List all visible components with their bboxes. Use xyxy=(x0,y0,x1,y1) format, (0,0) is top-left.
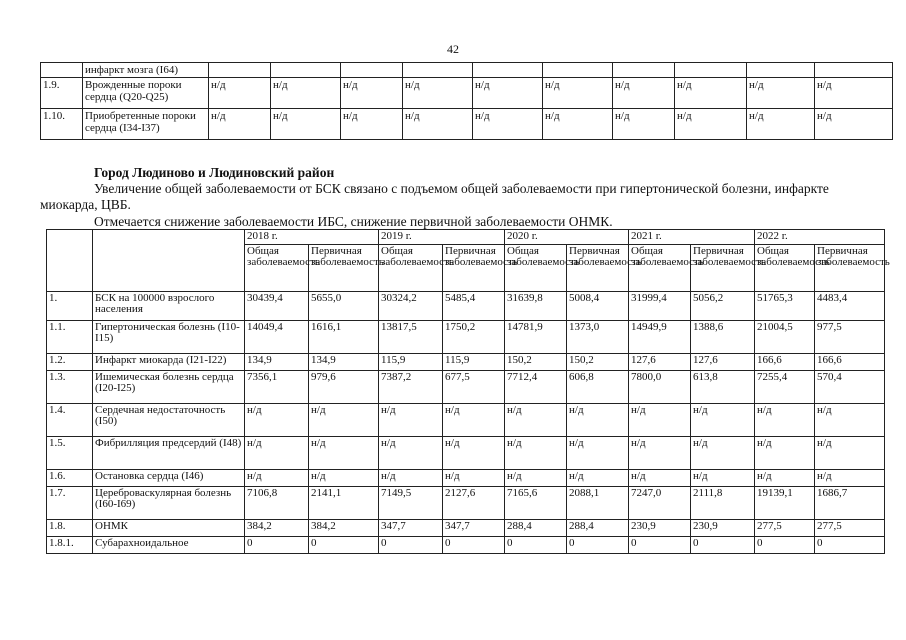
row-number-cell: 1.1. xyxy=(47,321,93,354)
value-cell: н/д xyxy=(403,109,473,140)
value-cell: н/д xyxy=(629,404,691,437)
row-name-cell: Остановка сердца (I46) xyxy=(93,470,245,487)
table-row xyxy=(47,404,885,437)
sub-header-primary: Первичная заболеваемость xyxy=(309,245,379,292)
value-cell: 150,2 xyxy=(567,354,629,371)
header-empty-num xyxy=(47,230,93,292)
value-cell: 0 xyxy=(815,537,885,554)
main-table xyxy=(46,229,890,554)
value-cell: 14949,9 xyxy=(629,321,691,354)
sub-header-primary: Первичная заболеваемость xyxy=(691,245,755,292)
value-cell xyxy=(815,63,893,78)
header-empty-name xyxy=(93,230,245,292)
row-number-cell: 1.3. xyxy=(47,371,93,404)
row-name-cell: ОНМК xyxy=(93,520,245,537)
value-cell: 1616,1 xyxy=(309,321,379,354)
row-number-cell xyxy=(41,63,83,78)
value-cell: 166,6 xyxy=(755,354,815,371)
table-row xyxy=(47,470,885,487)
value-cell: 1388,6 xyxy=(691,321,755,354)
value-cell: н/д xyxy=(505,437,567,470)
value-cell: 14781,9 xyxy=(505,321,567,354)
value-cell xyxy=(543,63,613,78)
value-cell: н/д xyxy=(309,404,379,437)
value-cell: 7165,6 xyxy=(505,487,567,520)
value-cell: н/д xyxy=(309,437,379,470)
value-cell: н/д xyxy=(443,437,505,470)
value-cell: 7149,5 xyxy=(379,487,443,520)
top-table xyxy=(40,62,893,140)
value-cell: 31999,4 xyxy=(629,292,691,321)
value-cell: н/д xyxy=(691,437,755,470)
value-cell: н/д xyxy=(245,437,309,470)
value-cell: н/д xyxy=(473,109,543,140)
value-cell: 134,9 xyxy=(245,354,309,371)
value-cell: н/д xyxy=(443,470,505,487)
year-header: 2022 г. xyxy=(755,230,885,245)
value-cell: н/д xyxy=(473,78,543,109)
row-name-cell: Инфаркт миокарда (I21-I22) xyxy=(93,354,245,371)
value-cell: н/д xyxy=(691,470,755,487)
row-name-cell: инфаркт мозга (I64) xyxy=(83,63,209,78)
value-cell: н/д xyxy=(209,78,271,109)
value-cell: 0 xyxy=(379,537,443,554)
value-cell: 0 xyxy=(629,537,691,554)
value-cell: н/д xyxy=(675,109,747,140)
value-cell: 570,4 xyxy=(815,371,885,404)
value-cell: 288,4 xyxy=(567,520,629,537)
value-cell: н/д xyxy=(613,78,675,109)
sub-header-primary: Первичная заболеваемость xyxy=(815,245,885,292)
value-cell: н/д xyxy=(815,437,885,470)
value-cell: 134,9 xyxy=(309,354,379,371)
value-cell: 347,7 xyxy=(443,520,505,537)
row-name-cell: Врожденные пороки сердца (Q20-Q25) xyxy=(83,78,209,109)
sub-header-primary: Первичная заболеваемость xyxy=(443,245,505,292)
value-cell: 979,6 xyxy=(309,371,379,404)
value-cell: н/д xyxy=(815,109,893,140)
value-cell: н/д xyxy=(543,109,613,140)
value-cell: н/д xyxy=(245,404,309,437)
value-cell: 2141,1 xyxy=(309,487,379,520)
sub-header-total: Общая заболеваемость xyxy=(755,245,815,292)
paragraph-2: Отмечается снижение заболеваемости ИБС, снижение первичной заболеваемости ОНМК. xyxy=(94,214,613,229)
value-cell: н/д xyxy=(341,109,403,140)
row-name-cell: Фибрилляция предсердий (I48) xyxy=(93,437,245,470)
paragraph-1: Увеличение общей заболеваемости от БСК связано с подъемом общей заболеваемости при гипертонической болезни, инфаркте миокарда, ЦВБ. xyxy=(40,181,829,212)
sub-header-total: Общая заболеваемость xyxy=(629,245,691,292)
value-cell: н/д xyxy=(567,437,629,470)
value-cell: н/д xyxy=(209,109,271,140)
sub-header-total: Общая заболеваемость xyxy=(505,245,567,292)
row-name-cell: БСК на 100000 взрослого населения xyxy=(93,292,245,321)
page-number: 42 xyxy=(447,42,459,56)
value-cell: н/д xyxy=(755,437,815,470)
value-cell xyxy=(403,63,473,78)
value-cell: н/д xyxy=(815,78,893,109)
value-cell: 0 xyxy=(443,537,505,554)
value-cell: 230,9 xyxy=(691,520,755,537)
row-name-cell: Приобретенные пороки сердца (I34-I37) xyxy=(83,109,209,140)
value-cell: н/д xyxy=(403,78,473,109)
value-cell: н/д xyxy=(675,78,747,109)
row-number-cell: 1.7. xyxy=(47,487,93,520)
value-cell: 30439,4 xyxy=(245,292,309,321)
row-number-cell: 1.6. xyxy=(47,470,93,487)
value-cell: 31639,8 xyxy=(505,292,567,321)
year-header: 2018 г. xyxy=(245,230,379,245)
row-name-cell: Ишемическая болезнь сердца (I20-I25) xyxy=(93,371,245,404)
value-cell: 384,2 xyxy=(309,520,379,537)
row-number-cell: 1.8.1. xyxy=(47,537,93,554)
row-number-cell: 1.8. xyxy=(47,520,93,537)
value-cell: 51765,3 xyxy=(755,292,815,321)
value-cell: 2088,1 xyxy=(567,487,629,520)
value-cell: 613,8 xyxy=(691,371,755,404)
value-cell: 0 xyxy=(567,537,629,554)
row-name-cell: Цереброваскулярная болезнь (I60-I69) xyxy=(93,487,245,520)
row-number-cell: 1.4. xyxy=(47,404,93,437)
value-cell: 7255,4 xyxy=(755,371,815,404)
value-cell: н/д xyxy=(379,470,443,487)
value-cell: н/д xyxy=(629,470,691,487)
value-cell: н/д xyxy=(379,437,443,470)
sub-header-total: Общая заболеваемость xyxy=(379,245,443,292)
value-cell: н/д xyxy=(443,404,505,437)
value-cell: 115,9 xyxy=(379,354,443,371)
value-cell: 2127,6 xyxy=(443,487,505,520)
value-cell: 5485,4 xyxy=(443,292,505,321)
value-cell: н/д xyxy=(271,78,341,109)
value-cell: 7356,1 xyxy=(245,371,309,404)
section-heading: Город Людиново и Людиновский район xyxy=(94,165,335,180)
row-number-cell: 1. xyxy=(47,292,93,321)
table-row xyxy=(47,354,885,371)
value-cell: 230,9 xyxy=(629,520,691,537)
value-cell: н/д xyxy=(309,470,379,487)
table-row xyxy=(47,437,885,470)
value-cell: 0 xyxy=(755,537,815,554)
value-cell: н/д xyxy=(567,470,629,487)
value-cell: 115,9 xyxy=(443,354,505,371)
value-cell: 127,6 xyxy=(629,354,691,371)
year-header: 2021 г. xyxy=(629,230,755,245)
row-name-cell: Сердечная недостаточность (I50) xyxy=(93,404,245,437)
value-cell: 5655,0 xyxy=(309,292,379,321)
table-row xyxy=(41,63,893,78)
value-cell: н/д xyxy=(271,109,341,140)
value-cell: 384,2 xyxy=(245,520,309,537)
value-cell: 7800,0 xyxy=(629,371,691,404)
value-cell: н/д xyxy=(629,437,691,470)
value-cell: н/д xyxy=(379,404,443,437)
value-cell: 127,6 xyxy=(691,354,755,371)
row-name-cell: Субарахноидальное xyxy=(93,537,245,554)
value-cell: н/д xyxy=(505,404,567,437)
value-cell: 288,4 xyxy=(505,520,567,537)
value-cell: н/д xyxy=(747,109,815,140)
value-cell xyxy=(209,63,271,78)
value-cell: 19139,1 xyxy=(755,487,815,520)
value-cell: 2111,8 xyxy=(691,487,755,520)
table-row xyxy=(47,321,885,354)
value-cell: 1750,2 xyxy=(443,321,505,354)
value-cell: 7712,4 xyxy=(505,371,567,404)
value-cell: 5056,2 xyxy=(691,292,755,321)
row-number-cell: 1.10. xyxy=(41,109,83,140)
value-cell: 977,5 xyxy=(815,321,885,354)
row-name-cell: Гипертоническая болезнь (I10-I15) xyxy=(93,321,245,354)
table-row xyxy=(41,109,893,140)
sub-header-total: Общая заболеваемость xyxy=(245,245,309,292)
value-cell: н/д xyxy=(543,78,613,109)
value-cell: 1373,0 xyxy=(567,321,629,354)
value-cell: н/д xyxy=(567,404,629,437)
value-cell xyxy=(341,63,403,78)
value-cell: 0 xyxy=(691,537,755,554)
value-cell xyxy=(747,63,815,78)
value-cell: н/д xyxy=(245,470,309,487)
value-cell: 606,8 xyxy=(567,371,629,404)
value-cell: 0 xyxy=(245,537,309,554)
value-cell: 347,7 xyxy=(379,520,443,537)
value-cell: 14049,4 xyxy=(245,321,309,354)
value-cell: 7106,8 xyxy=(245,487,309,520)
value-cell: н/д xyxy=(755,404,815,437)
value-cell: 7247,0 xyxy=(629,487,691,520)
value-cell: 21004,5 xyxy=(755,321,815,354)
table-row xyxy=(47,537,885,554)
table-row xyxy=(41,78,893,109)
row-number-cell: 1.5. xyxy=(47,437,93,470)
value-cell: н/д xyxy=(815,404,885,437)
value-cell xyxy=(473,63,543,78)
value-cell: н/д xyxy=(815,470,885,487)
table-row xyxy=(47,292,885,321)
value-cell xyxy=(271,63,341,78)
year-header: 2019 г. xyxy=(379,230,505,245)
value-cell: н/д xyxy=(505,470,567,487)
sub-header-primary: Первичная заболеваемость xyxy=(567,245,629,292)
value-cell: н/д xyxy=(341,78,403,109)
value-cell: н/д xyxy=(691,404,755,437)
value-cell: 0 xyxy=(309,537,379,554)
row-number-cell: 1.2. xyxy=(47,354,93,371)
table-row xyxy=(47,520,885,537)
value-cell xyxy=(613,63,675,78)
row-number-cell: 1.9. xyxy=(41,78,83,109)
value-cell: 5008,4 xyxy=(567,292,629,321)
value-cell: 166,6 xyxy=(815,354,885,371)
value-cell: н/д xyxy=(613,109,675,140)
value-cell xyxy=(675,63,747,78)
value-cell: 677,5 xyxy=(443,371,505,404)
year-header: 2020 г. xyxy=(505,230,629,245)
value-cell: н/д xyxy=(755,470,815,487)
value-cell: 277,5 xyxy=(755,520,815,537)
value-cell: 150,2 xyxy=(505,354,567,371)
value-cell: 30324,2 xyxy=(379,292,443,321)
value-cell: 277,5 xyxy=(815,520,885,537)
value-cell: 0 xyxy=(505,537,567,554)
table-row xyxy=(47,487,885,520)
value-cell: 7387,2 xyxy=(379,371,443,404)
value-cell: 1686,7 xyxy=(815,487,885,520)
header-row-years xyxy=(47,230,885,245)
value-cell: 4483,4 xyxy=(815,292,885,321)
value-cell: 13817,5 xyxy=(379,321,443,354)
value-cell: н/д xyxy=(747,78,815,109)
table-row xyxy=(47,371,885,404)
